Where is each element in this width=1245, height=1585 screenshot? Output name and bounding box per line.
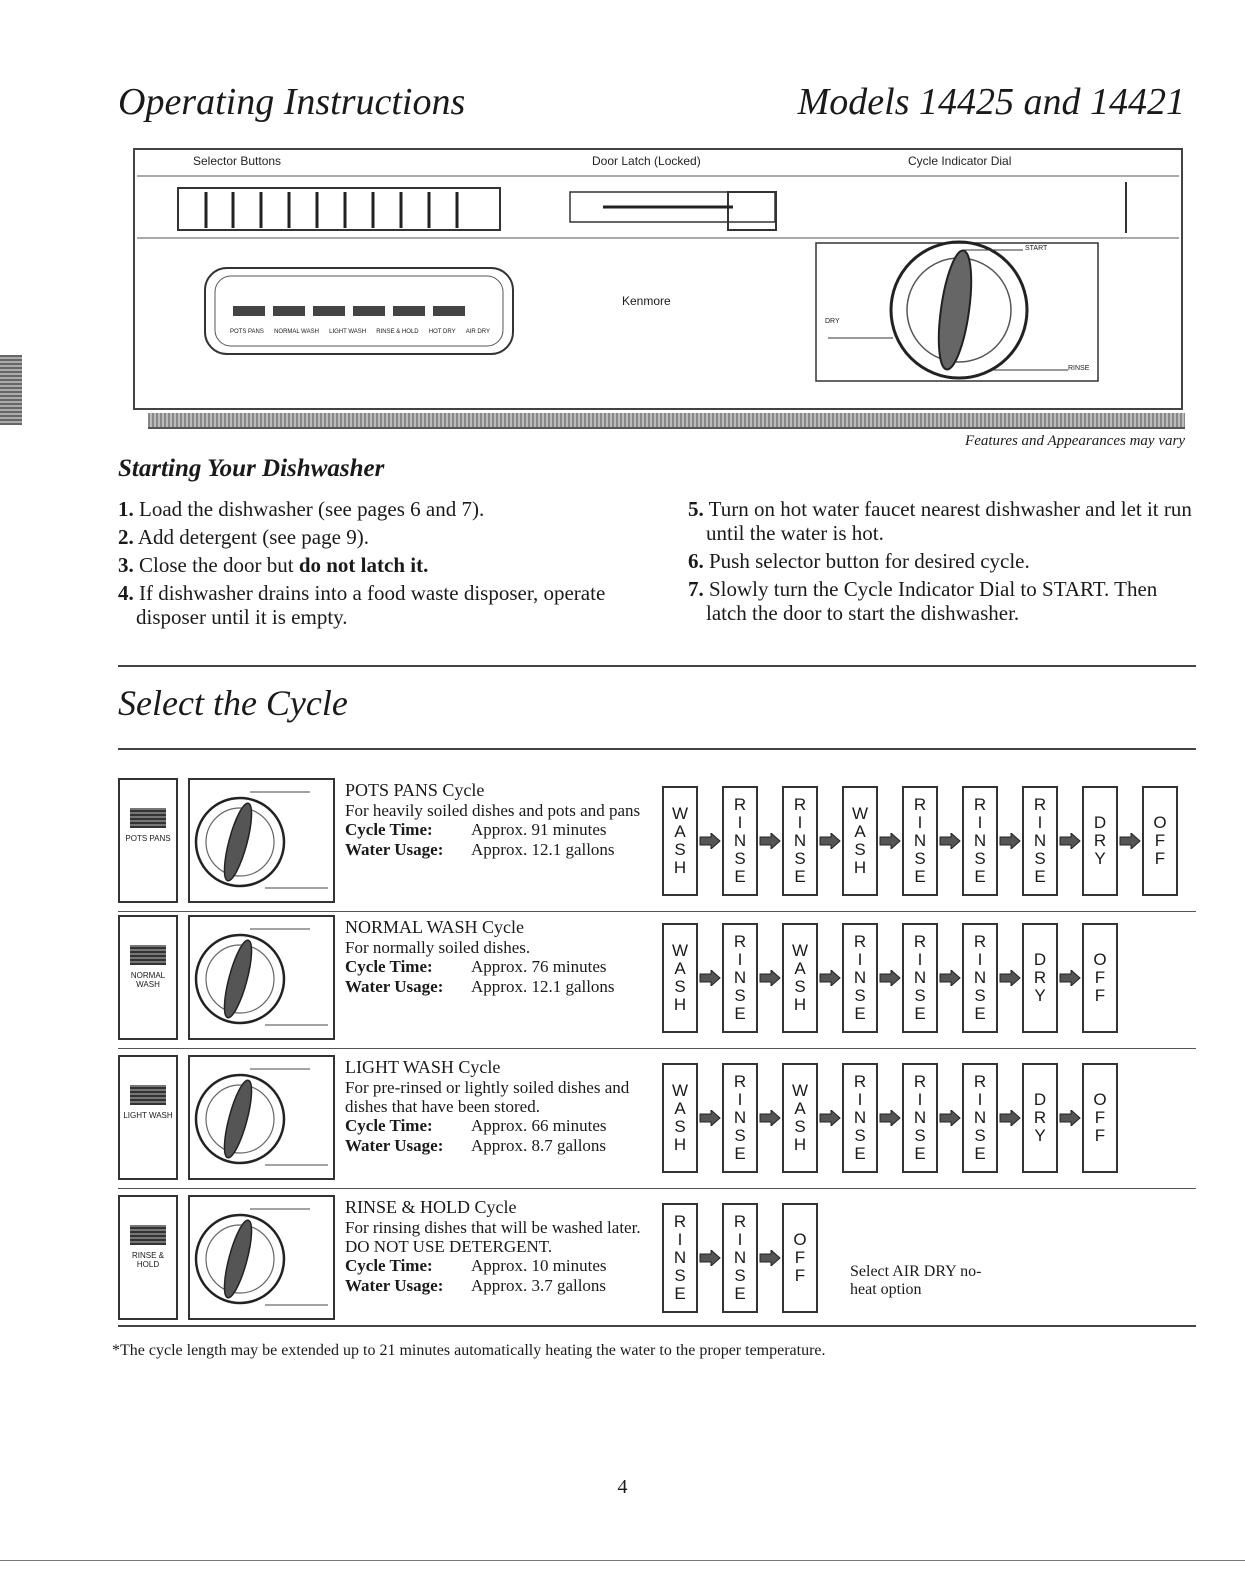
arrow-right-icon bbox=[699, 833, 721, 849]
step-letter: R bbox=[1033, 1108, 1047, 1127]
water-usage-row bbox=[345, 1136, 650, 1156]
label-cycle-indicator-dial: Cycle Indicator Dial bbox=[908, 154, 1012, 168]
step-letter: I bbox=[917, 1090, 923, 1109]
section-heading-select: Select the Cycle bbox=[118, 683, 348, 723]
step-letter: R bbox=[1093, 831, 1107, 850]
cycle-step-box bbox=[962, 923, 998, 1033]
step-letter: Y bbox=[1034, 986, 1046, 1005]
step-letter: I bbox=[977, 1090, 983, 1109]
step-letter: S bbox=[854, 1126, 866, 1145]
step-letter: R bbox=[733, 1212, 747, 1231]
water-usage-label: Water Usage: bbox=[345, 840, 444, 859]
cycle-step-box bbox=[662, 1063, 698, 1173]
cycle-dial-illustration bbox=[188, 1055, 335, 1180]
step-letter: H bbox=[673, 858, 687, 877]
footnote: *The cycle length may be extended up to 21 minutes automatically heating the water to the proper temperature. bbox=[112, 1342, 826, 1359]
cycle-step-box bbox=[782, 1203, 818, 1313]
step-letter: S bbox=[974, 1126, 986, 1145]
step-letter: R bbox=[913, 795, 927, 814]
step-letter: N bbox=[973, 831, 987, 850]
step-letter: R bbox=[673, 1212, 687, 1231]
label-selector-buttons: Selector Buttons bbox=[193, 154, 282, 168]
arrow-right-icon bbox=[879, 1110, 901, 1126]
step-letter: I bbox=[737, 1090, 743, 1109]
divider bbox=[118, 748, 1196, 750]
arrow-right-icon bbox=[939, 833, 961, 849]
step-letter: F bbox=[794, 1266, 806, 1285]
cycle-time-label: Cycle Time: bbox=[345, 957, 433, 976]
water-usage-value: Approx. 12.1 gallons bbox=[471, 840, 615, 859]
panel-button-label: NORMAL WASH bbox=[274, 329, 319, 335]
cycle-button-illustration bbox=[118, 1055, 178, 1180]
steps-right bbox=[688, 497, 1198, 625]
cycle-time-label: Cycle Time: bbox=[345, 820, 433, 839]
cycle-text bbox=[345, 917, 650, 997]
step-letter: E bbox=[914, 1004, 926, 1023]
steps-left bbox=[118, 497, 663, 629]
step-letter: R bbox=[733, 932, 747, 951]
step-letter: E bbox=[974, 1004, 986, 1023]
step-item bbox=[688, 577, 1198, 625]
step-letter: S bbox=[674, 977, 686, 996]
step-letter: R bbox=[913, 1072, 927, 1091]
cycle-step-box bbox=[722, 786, 758, 896]
arrow-right-icon bbox=[759, 1110, 781, 1126]
step-letter: I bbox=[677, 1230, 683, 1249]
step-item bbox=[118, 581, 663, 629]
step-letter: S bbox=[1034, 849, 1046, 868]
brand-label: Kenmore bbox=[622, 294, 671, 308]
cycle-time-label: Cycle Time: bbox=[345, 1116, 433, 1135]
step-letter: E bbox=[734, 1144, 746, 1163]
step-letter: N bbox=[973, 968, 987, 987]
panel-button-label: LIGHT WASH bbox=[329, 329, 367, 335]
button-key bbox=[130, 808, 166, 828]
step-letter: R bbox=[853, 1072, 867, 1091]
step-num: 1. bbox=[118, 497, 134, 521]
cycle-time-value: Approx. 76 minutes bbox=[471, 957, 607, 976]
step-num: 4. bbox=[118, 581, 134, 605]
step-letter: E bbox=[854, 1004, 866, 1023]
cycle-step-box bbox=[902, 1063, 938, 1173]
step-letter: D bbox=[1033, 950, 1047, 969]
step-letter: N bbox=[733, 968, 747, 987]
step-letter: W bbox=[791, 1081, 809, 1100]
cycle-step-box bbox=[962, 786, 998, 896]
dial-dry-label: DRY bbox=[825, 318, 840, 325]
cycle-step-box bbox=[1022, 1063, 1058, 1173]
step-letter: S bbox=[974, 986, 986, 1005]
step-letter: E bbox=[734, 867, 746, 886]
page-number: 4 bbox=[617, 1476, 628, 1498]
step-letter: R bbox=[913, 932, 927, 951]
dial-icon bbox=[190, 780, 333, 901]
step-letter: I bbox=[737, 813, 743, 832]
cycle-step-box bbox=[722, 1063, 758, 1173]
page-title: Operating Instructions bbox=[118, 81, 466, 123]
step-item bbox=[118, 497, 663, 521]
step-letter: S bbox=[794, 977, 806, 996]
cycle-time-row bbox=[345, 820, 650, 840]
cycle-step-box bbox=[662, 786, 698, 896]
step-letter: S bbox=[854, 840, 866, 859]
step-letter: N bbox=[733, 831, 747, 850]
step-item bbox=[688, 497, 1198, 545]
cycle-step-box bbox=[722, 1203, 758, 1313]
cycle-time-value: Approx. 66 minutes bbox=[471, 1116, 607, 1135]
step-letter: I bbox=[917, 813, 923, 832]
step-item bbox=[688, 549, 1198, 573]
cycle-time-row bbox=[345, 1256, 650, 1276]
step-letter: W bbox=[671, 1081, 689, 1100]
step-letter: I bbox=[917, 950, 923, 969]
button-key bbox=[130, 1085, 166, 1105]
step-letter: I bbox=[977, 813, 983, 832]
step-letter: N bbox=[733, 1248, 747, 1267]
step-letter: N bbox=[913, 968, 927, 987]
cycle-dial-illustration bbox=[188, 778, 335, 903]
step-num: 5. bbox=[688, 497, 704, 521]
side-tab-marker bbox=[0, 355, 22, 425]
button-keys bbox=[233, 306, 465, 316]
dial-icon bbox=[190, 917, 333, 1038]
step-letter: F bbox=[1094, 986, 1106, 1005]
step-letter: S bbox=[914, 849, 926, 868]
step-letter: A bbox=[674, 1099, 686, 1118]
cycle-title: POTS PANS Cycle bbox=[345, 780, 485, 800]
panel-button-label: POTS PANS bbox=[230, 329, 264, 335]
step-letter: N bbox=[793, 831, 807, 850]
step-letter: S bbox=[914, 1126, 926, 1145]
cycle-time-row bbox=[345, 1116, 650, 1136]
step-letter: W bbox=[671, 804, 689, 823]
cycle-step-box bbox=[1082, 786, 1118, 896]
arrow-right-icon bbox=[759, 1250, 781, 1266]
arrow-right-icon bbox=[999, 833, 1021, 849]
arrow-right-icon bbox=[879, 970, 901, 986]
step-num: 3. bbox=[118, 553, 134, 577]
step-letter: S bbox=[794, 849, 806, 868]
divider bbox=[118, 665, 1196, 667]
cycle-button-label: NORMAL WASH bbox=[130, 971, 166, 989]
cycle-dial-illustration bbox=[188, 915, 335, 1040]
water-usage-value: Approx. 3.7 gallons bbox=[471, 1276, 607, 1295]
cycle-note: Select AIR DRY no-heat option bbox=[850, 1263, 982, 1298]
step-letter: O bbox=[1153, 813, 1167, 832]
step-letter: O bbox=[1093, 950, 1107, 969]
divider bbox=[118, 1188, 1196, 1189]
step-letter: N bbox=[853, 968, 867, 987]
step-letter: S bbox=[674, 840, 686, 859]
arrow-right-icon bbox=[879, 833, 901, 849]
water-usage-label: Water Usage: bbox=[345, 1136, 444, 1155]
cycle-button-label: POTS PANS bbox=[125, 834, 171, 843]
step-letter: E bbox=[734, 1284, 746, 1303]
step-letter: H bbox=[793, 995, 807, 1014]
cycle-step-box bbox=[842, 786, 878, 896]
step-letter: Y bbox=[1034, 1126, 1046, 1145]
water-usage-label: Water Usage: bbox=[345, 1276, 444, 1295]
step-letter: H bbox=[853, 858, 867, 877]
label-door-latch: Door Latch (Locked) bbox=[592, 154, 701, 168]
cycle-step-box bbox=[662, 923, 698, 1033]
step-num: 7. bbox=[688, 577, 704, 601]
panel-base-bar bbox=[148, 413, 1185, 429]
cycle-text bbox=[345, 780, 650, 860]
panel-button-label: RINSE & HOLD bbox=[376, 329, 419, 335]
step-letter: S bbox=[734, 1266, 746, 1285]
water-usage-value: Approx. 8.7 gallons bbox=[471, 1136, 607, 1155]
cycle-time-row bbox=[345, 957, 650, 977]
step-letter: S bbox=[854, 986, 866, 1005]
step-letter: F bbox=[1154, 849, 1166, 868]
cycle-step-box bbox=[1022, 786, 1058, 896]
step-letter: R bbox=[1033, 968, 1047, 987]
step-letter: A bbox=[794, 959, 806, 978]
cycle-time-value: Approx. 91 minutes bbox=[471, 820, 607, 839]
step-letter: H bbox=[673, 995, 687, 1014]
cycle-step-box bbox=[1142, 786, 1178, 896]
cycle-step-box bbox=[902, 786, 938, 896]
panel-button-label: AIR DRY bbox=[465, 329, 490, 335]
step-letter: W bbox=[791, 941, 809, 960]
step-letter: R bbox=[973, 932, 987, 951]
step-letter: S bbox=[734, 1126, 746, 1145]
step-letter: S bbox=[914, 986, 926, 1005]
features-note: Features and Appearances may vary bbox=[965, 433, 1185, 449]
step-letter: O bbox=[793, 1230, 807, 1249]
step-letter: A bbox=[674, 959, 686, 978]
water-usage-row bbox=[345, 1276, 650, 1296]
step-letter: E bbox=[674, 1284, 686, 1303]
arrow-right-icon bbox=[1059, 1110, 1081, 1126]
step-letter: S bbox=[734, 849, 746, 868]
step-letter: S bbox=[794, 1117, 806, 1136]
step-letter: N bbox=[853, 1108, 867, 1127]
arrow-right-icon bbox=[1119, 833, 1141, 849]
step-letter: S bbox=[974, 849, 986, 868]
step-letter: E bbox=[1034, 867, 1046, 886]
cycle-time-label: Cycle Time: bbox=[345, 1256, 433, 1275]
arrow-right-icon bbox=[819, 970, 841, 986]
arrow-right-icon bbox=[699, 1110, 721, 1126]
cycle-title: RINSE & HOLD Cycle bbox=[345, 1197, 517, 1217]
step-letter: R bbox=[1033, 795, 1047, 814]
cycle-description: For heavily soiled dishes and pots and pans bbox=[345, 801, 641, 820]
cycle-step-box bbox=[962, 1063, 998, 1173]
step-letter: W bbox=[671, 941, 689, 960]
arrow-right-icon bbox=[939, 970, 961, 986]
step-letter: I bbox=[737, 1230, 743, 1249]
step-letter: W bbox=[851, 804, 869, 823]
arrow-right-icon bbox=[759, 833, 781, 849]
cycle-step-box bbox=[782, 1063, 818, 1173]
cycle-text bbox=[345, 1057, 650, 1156]
section-heading-starting: Starting Your Dishwasher bbox=[118, 455, 385, 482]
step-letter: F bbox=[1094, 1108, 1106, 1127]
step-text: Slowly turn the Cycle Indicator Dial to START. Then latch the door to start the dishwasher. bbox=[706, 577, 1158, 625]
step-letter: H bbox=[793, 1135, 807, 1154]
step-letter: E bbox=[914, 1144, 926, 1163]
step-letter: E bbox=[974, 1144, 986, 1163]
step-letter: S bbox=[674, 1266, 686, 1285]
step-letter: F bbox=[1154, 831, 1166, 850]
step-letter: R bbox=[793, 795, 807, 814]
step-letter: F bbox=[794, 1248, 806, 1267]
arrow-right-icon bbox=[939, 1110, 961, 1126]
cycle-dial-illustration bbox=[188, 1195, 335, 1320]
step-letter: N bbox=[913, 831, 927, 850]
cycle-step-box bbox=[1022, 923, 1058, 1033]
selector-button-strip bbox=[206, 192, 457, 228]
step-letter: E bbox=[734, 1004, 746, 1023]
step-text: Load the dishwasher (see pages 6 and 7). bbox=[139, 497, 485, 521]
cycle-title: NORMAL WASH Cycle bbox=[345, 917, 524, 937]
step-emphasis: do not latch it. bbox=[298, 553, 429, 577]
arrow-right-icon bbox=[1059, 833, 1081, 849]
arrow-right-icon bbox=[699, 970, 721, 986]
step-letter: N bbox=[1033, 831, 1047, 850]
step-letter: N bbox=[913, 1108, 927, 1127]
panel-button-label: HOT DRY bbox=[428, 329, 456, 335]
step-letter: E bbox=[854, 1144, 866, 1163]
step-letter: E bbox=[914, 867, 926, 886]
step-letter: R bbox=[733, 1072, 747, 1091]
cycle-button-illustration bbox=[118, 1195, 178, 1320]
cycle-description: For pre-rinsed or lightly soiled dishes and dishes that have been stored. bbox=[345, 1078, 630, 1116]
step-letter: E bbox=[974, 867, 986, 886]
cycle-title: LIGHT WASH Cycle bbox=[345, 1057, 501, 1077]
cycle-button-illustration bbox=[118, 778, 178, 903]
divider bbox=[118, 1325, 1196, 1327]
step-letter: I bbox=[1037, 813, 1043, 832]
water-usage-row bbox=[345, 977, 650, 997]
step-letter: R bbox=[733, 795, 747, 814]
cycle-step-box bbox=[722, 923, 758, 1033]
arrow-right-icon bbox=[1059, 970, 1081, 986]
step-letter: E bbox=[794, 867, 806, 886]
step-letter: R bbox=[973, 795, 987, 814]
arrow-right-icon bbox=[999, 1110, 1021, 1126]
step-letter: F bbox=[1094, 968, 1106, 987]
cycle-step-box bbox=[782, 923, 818, 1033]
step-letter: N bbox=[973, 1108, 987, 1127]
arrow-right-icon bbox=[819, 833, 841, 849]
step-text: Push selector button for desired cycle. bbox=[709, 549, 1030, 573]
cycle-time-value: Approx. 10 minutes bbox=[471, 1256, 607, 1275]
cycle-step-box bbox=[1082, 1063, 1118, 1173]
step-letter: N bbox=[733, 1108, 747, 1127]
arrow-right-icon bbox=[759, 970, 781, 986]
panel-button-labels bbox=[230, 329, 490, 335]
step-item bbox=[118, 553, 663, 577]
step-letter: D bbox=[1093, 813, 1107, 832]
step-letter: A bbox=[794, 1099, 806, 1118]
step-letter: I bbox=[737, 950, 743, 969]
water-usage-label: Water Usage: bbox=[345, 977, 444, 996]
step-letter: R bbox=[853, 932, 867, 951]
bottom-edge-line bbox=[0, 1560, 1245, 1561]
water-usage-row bbox=[345, 840, 650, 860]
step-letter: O bbox=[1093, 1090, 1107, 1109]
step-letter: R bbox=[973, 1072, 987, 1091]
cycle-step-box bbox=[1082, 923, 1118, 1033]
cycle-description: For normally soiled dishes. bbox=[345, 938, 531, 957]
cycle-description: For rinsing dishes that will be washed later. DO NOT USE DETERGENT. bbox=[345, 1218, 641, 1256]
cycle-button-label: LIGHT WASH bbox=[123, 1111, 173, 1120]
step-letter: I bbox=[977, 950, 983, 969]
step-item bbox=[118, 525, 663, 549]
cycle-step-box bbox=[902, 923, 938, 1033]
step-letter: I bbox=[857, 950, 863, 969]
cycle-step-box bbox=[842, 1063, 878, 1173]
dial-start-label: START bbox=[1025, 245, 1048, 252]
step-letter: A bbox=[674, 822, 686, 841]
arrow-right-icon bbox=[999, 970, 1021, 986]
step-text: If dishwasher drains into a food waste disposer, operate disposer until it is empty. bbox=[136, 581, 606, 629]
step-letter: N bbox=[673, 1248, 687, 1267]
button-key bbox=[130, 945, 166, 965]
button-key bbox=[130, 1225, 166, 1245]
cycle-button-label: RINSE & HOLD bbox=[131, 1251, 164, 1269]
panel-drawing bbox=[133, 148, 1183, 410]
divider bbox=[118, 1048, 1196, 1049]
cycle-button-illustration bbox=[118, 915, 178, 1040]
cycle-step-box bbox=[782, 786, 818, 896]
step-letter: H bbox=[673, 1135, 687, 1154]
dial-icon bbox=[190, 1057, 333, 1178]
step-letter: Y bbox=[1094, 849, 1106, 868]
cycle-text bbox=[345, 1197, 650, 1296]
cycle-step-box bbox=[662, 1203, 698, 1313]
water-usage-value: Approx. 12.1 gallons bbox=[471, 977, 615, 996]
step-num: 6. bbox=[688, 549, 704, 573]
step-text: Add detergent (see page 9). bbox=[137, 525, 369, 549]
step-letter: I bbox=[857, 1090, 863, 1109]
step-letter: F bbox=[1094, 1126, 1106, 1145]
step-num: 2. bbox=[118, 525, 134, 549]
step-letter: I bbox=[797, 813, 803, 832]
step-letter: A bbox=[854, 822, 866, 841]
step-letter: S bbox=[734, 986, 746, 1005]
cycle-step-box bbox=[842, 923, 878, 1033]
dial-rinse-label: RINSE bbox=[1068, 365, 1090, 372]
arrow-right-icon bbox=[699, 1250, 721, 1266]
step-text: Close the door but bbox=[139, 553, 299, 577]
models-title: Models 14425 and 14421 bbox=[797, 81, 1185, 123]
divider bbox=[118, 911, 1196, 912]
step-letter: D bbox=[1033, 1090, 1047, 1109]
arrow-right-icon bbox=[819, 1110, 841, 1126]
step-letter: S bbox=[674, 1117, 686, 1136]
step-text: Turn on hot water faucet nearest dishwasher and let it run until the water is hot. bbox=[706, 497, 1192, 545]
dial-icon bbox=[190, 1197, 333, 1318]
